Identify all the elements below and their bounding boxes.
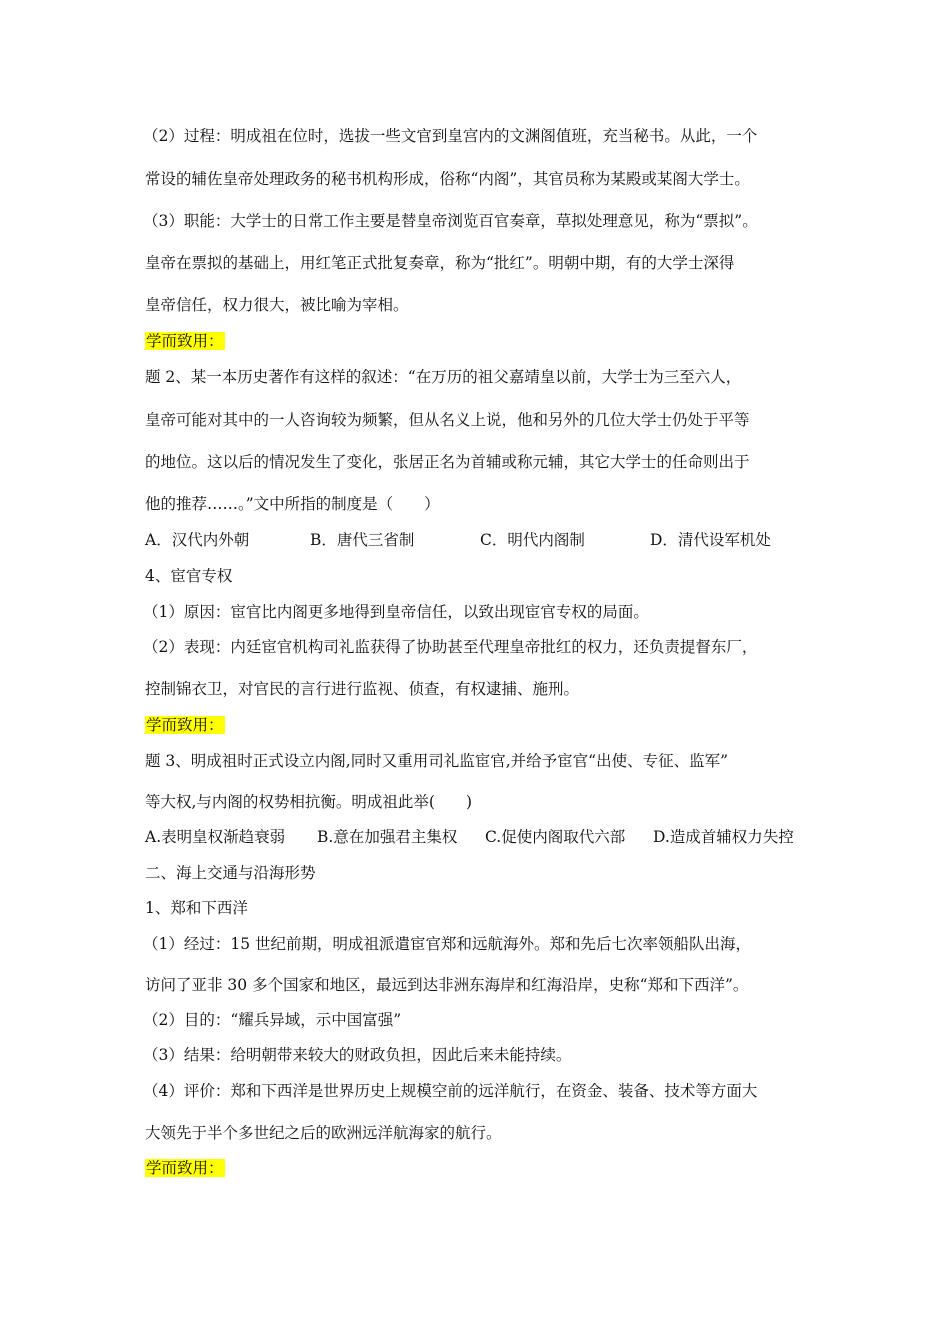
question-2-options [145,530,845,550]
highlight-label: 学而致用： [146,1159,224,1177]
zhenghe-heading: 1、郑和下西洋 [145,899,248,917]
option-d: D.造成首辅权力失控 [653,828,794,846]
question-3-line-2: 等大权,与内阁的权势相抗衡。明成祖此举( ) [145,793,473,811]
practice-heading-3 [145,1158,840,1178]
option-d: D．清代设军机处 [650,531,771,549]
process-line-1: （2）过程：明成祖在位时，选拔一些文官到皇宫内的文渊阁值班，充当秘书。从此，一个 [143,127,758,145]
highlight-label: 学而致用： [146,332,224,350]
question-2-line-1: 题 2、某一本历史著作有这样的叙述：“在万历的祖父嘉靖皇以前，大学士为三至六人， [145,368,742,386]
zhenghe-result: （3）结果：给明朝带来较大的财政负担，因此后来未能持续。 [143,1046,572,1064]
option-c: C．明代内阁制 [480,531,585,549]
function-line-2: 皇帝在票拟的基础上，用红笔正式批复奏章，称为“批红”。明朝中期，有的大学士深得 [145,254,735,272]
option-b: B.意在加强君主集权 [317,828,458,846]
question-3-options [145,827,845,847]
option-a: A.表明皇权渐趋衰弱 [145,828,286,846]
practice-heading-1 [145,331,840,351]
function-line-3: 皇帝信任，权力很大，被比喻为宰相。 [145,296,409,314]
process-line-2: 常设的辅佐皇帝处理政务的秘书机构形成，俗称“内阁”，其官员称为某殿或某阁大学士。 [145,170,750,188]
question-2-line-2: 皇帝可能对其中的一人咨询较为频繁，但从名义上说，他和另外的几位大学士仍处于平等 [145,411,750,429]
zhenghe-purpose: （2）目的：“耀兵异域，示中国富强” [143,1011,402,1029]
section-2-heading: 二、海上交通与沿海形势 [145,864,316,882]
zhenghe-process-2: 访问了亚非 30 多个国家和地区，最远到达非洲东海岸和红海沿岸，史称“郑和下西洋”。 [145,976,749,994]
section-eunuch-heading: 4、宦官专权 [145,567,233,585]
option-b: B．唐代三省制 [310,531,415,549]
highlight-label: 学而致用： [146,716,224,734]
practice-heading-2 [145,715,840,735]
eunuch-manifest-2: 控制锦衣卫，对官民的言行进行监视、侦查，有权逮捕、施刑。 [145,680,580,698]
function-line-1: （3）职能：大学士的日常工作主要是替皇帝浏览百官奏章，草拟处理意见，称为“票拟”。 [143,212,758,230]
zhenghe-process-1: （1）经过：15 世纪前期，明成祖派遣宦官郑和远航海外。郑和先后七次率领船队出海， [143,935,752,953]
zhenghe-evaluation-2: 大领先于半个多世纪之后的欧洲远洋航海家的航行。 [145,1124,502,1142]
question-2-line-4: 他的推荐……。”文中所指的制度是（ ） [145,495,440,513]
option-a: A．汉代内外朝 [145,531,250,549]
question-2-line-3: 的地位。这以后的情况发生了变化，张居正名为首辅或称元辅，其它大学士的任命则出于 [145,453,750,471]
option-c: C.促使内阁取代六部 [485,828,626,846]
eunuch-cause: （1）原因：宦官比内阁更多地得到皇帝信任，以致出现宦官专权的局面。 [143,603,649,621]
eunuch-manifest-1: （2）表现：内廷宦官机构司礼监获得了协助甚至代理皇帝批红的权力，还负责提督东厂， [143,638,758,656]
question-3-line-1: 题 3、明成祖时正式设立内阁,同时又重用司礼监宦官,并给予宦官“出使、专征、监军” [145,752,728,770]
zhenghe-evaluation-1: （4）评价：郑和下西洋是世界历史上规模空前的远洋航行，在资金、装备、技术等方面大 [143,1082,758,1100]
